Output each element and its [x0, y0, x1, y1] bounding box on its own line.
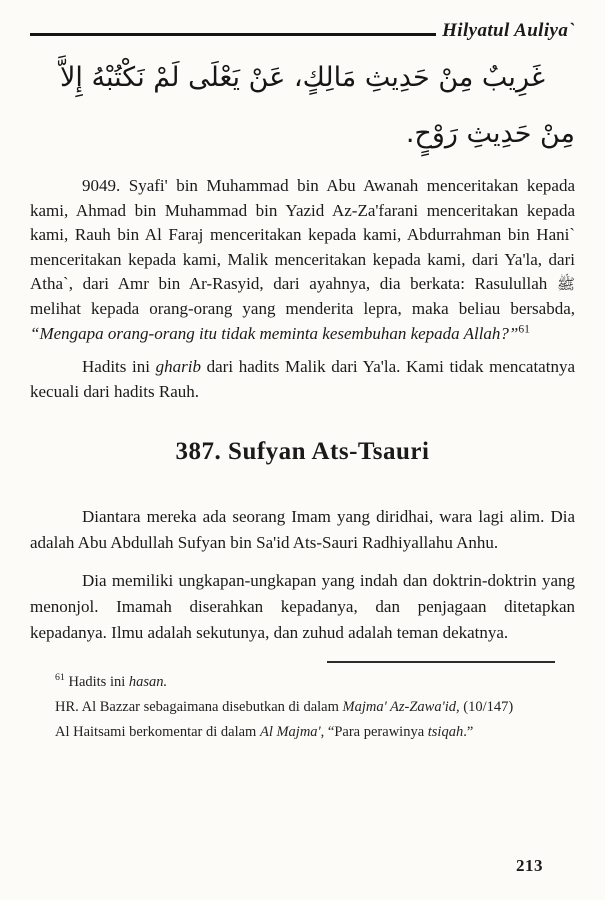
hadith-narration-paragraph: 9049. Syafi' bin Muhammad bin Abu Awanah menceritakan kepada kami, Ahmad bin Muhammad bin Yazid Az-Za'farani menceritakan kepada kami, Rauh bin Al Faraj menceritakan kepada kami, Abdurrahman bin Hani` menceritakan kepada kami, Malik menceritakan kepada kami, dari Ya'la, dari Atha`, dari Amr bin Ar-Rasyid, dari ayahnya, dia berkata: Rasulullah ﷺ melihat kepada orang-orang yang menderita lepra, maka beliau bersabda, “Mengapa orang-orang itu tidak meminta kesembuhan kepada Allah?”$^{61}$: [30, 176, 575, 343]
footnote-line-2: HR. Al Bazzar sebagaimana disebutkan di dalam Majma' Az-Zawa'id, (10/147): [55, 699, 514, 716]
footnote-line-3: Al Haitsami berkomentar di dalam Al Majma', “Para perawinya tsiqah.”: [55, 724, 474, 741]
section-heading: 387. Sufyan Ats-Tsauri: [175, 438, 430, 466]
footnote-divider: [327, 661, 555, 663]
page-number: 213: [516, 856, 543, 875]
header-title: Hilyatul Auliya`: [442, 20, 575, 41]
page-header: [30, 16, 575, 42]
hadith-grading-paragraph: Hadits ini gharib dari hadits Malik dari Ya'la. Kami tidak mencatatnya kecuali dari hadits Rauh.: [30, 357, 575, 401]
footnotes-block: [30, 670, 575, 745]
biography-paragraph-1: Diantara mereka ada seorang Imam yang diridhai, wara lagi alim. Dia adalah Abu Abdullah Sufyan bin Sa'id Ats-Sauri Radhiyallahu Anhu.: [30, 507, 575, 553]
arabic-line-2: مِنْ حَدِيثِ رَوْحٍ.: [405, 118, 575, 149]
footnote-line-1: $^{61}$ Hadits ini hasan.: [55, 672, 168, 691]
biography-paragraph-2: Dia memiliki ungkapan-ungkapan yang indah dan doktrin-doktrin yang menonjol. Imamah diserahkan kepadanya, dan penjagaan ditetapkan kepadanya. Ilmu adalah sekutunya, dan zuhud adalah teman dekatnya.: [30, 571, 575, 643]
arabic-hadith-quote: [30, 50, 575, 162]
header-rule: [30, 33, 436, 36]
arabic-line-1: غَرِيبٌ مِنْ حَدِيثِ مَالِكٍ، عَنْ يَعْلَى لَمْ نَكْتُبْهُ إِلاَّ: [60, 62, 545, 93]
